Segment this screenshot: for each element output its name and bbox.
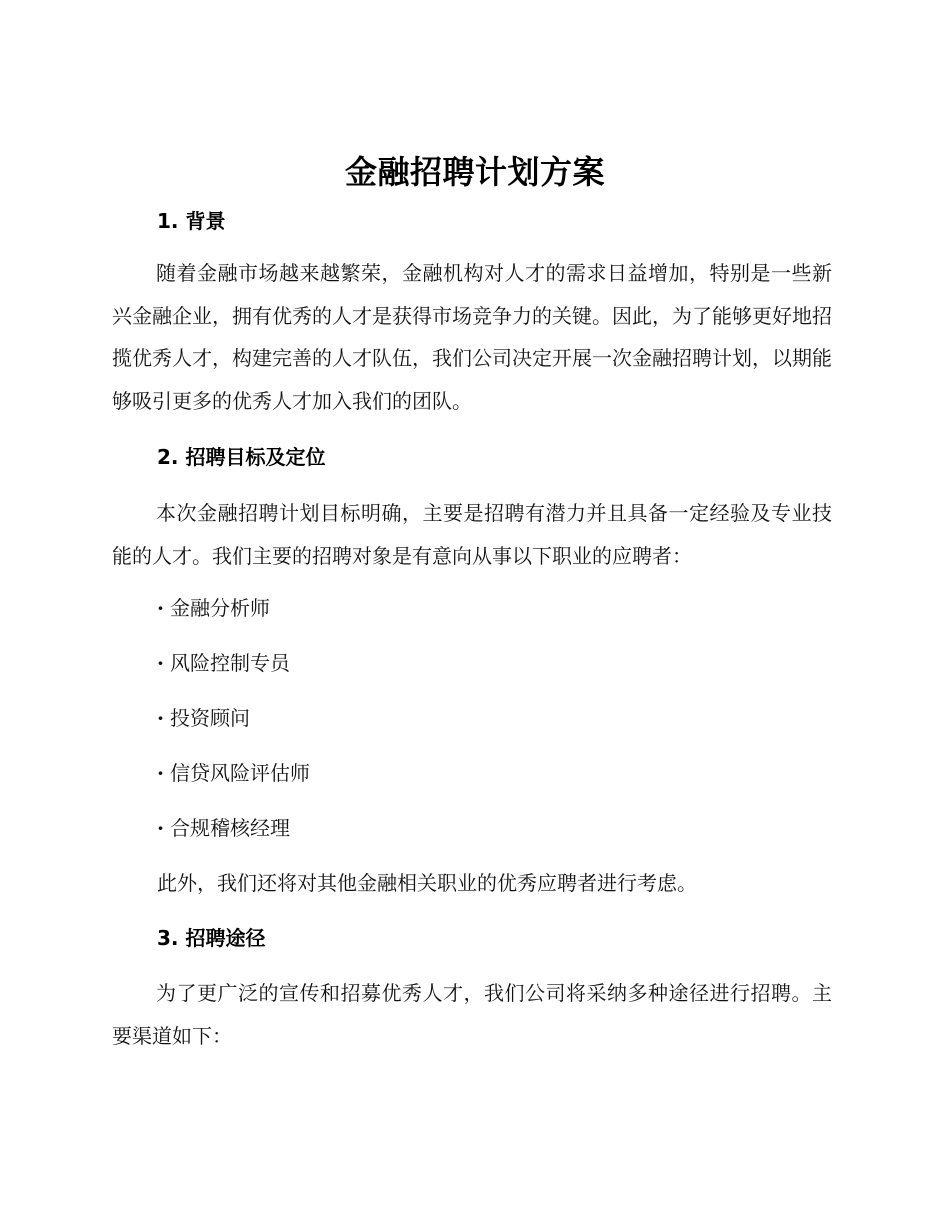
list-item <box>157 704 250 732</box>
section-heading-goals: 2. 招聘目标及定位 <box>157 445 326 469</box>
paragraph-goals: 本次金融招聘计划目标明确，主要是招聘有潜力并且具备一定经验及专业技能的人才。我们主要的招聘对象是有意向从事以下职业的应聘者： <box>112 501 832 568</box>
bullet-icon: · <box>157 651 164 675</box>
list-item <box>157 814 290 842</box>
list-item-text: 投资顾问 <box>169 706 250 730</box>
paragraph-background: 随着金融市场越来越繁荣，金融机构对人才的需求日益增加，特别是一些新兴金融企业，拥有优秀的人才是获得市场竞争力的关键。因此，为了能够更好地招揽优秀人才，构建完善的人才队伍，我们公司决定开展一次金融招聘计划，以期能够吸引更多的优秀人才加入我们的团队。 <box>112 261 832 413</box>
paragraph-channels: 为了更广泛的宣传和招募优秀人才，我们公司将采纳多种途径进行招聘。主要渠道如下： <box>112 981 832 1048</box>
list-item-text: 信贷风险评估师 <box>169 761 310 785</box>
list-item <box>157 649 290 677</box>
bullet-icon: · <box>157 706 164 730</box>
bullet-icon: · <box>157 596 164 620</box>
paragraph-note: 此外，我们还将对其他金融相关职业的优秀应聘者进行考虑。 <box>157 871 697 895</box>
section-heading-channels: 3. 招聘途径 <box>157 926 266 950</box>
list-item-text: 合规稽核经理 <box>169 816 290 840</box>
list-item <box>157 759 310 787</box>
list-item-text: 金融分析师 <box>169 596 270 620</box>
document-title: 金融招聘计划方案 <box>344 153 605 191</box>
list-item <box>157 594 270 622</box>
section-heading-background: 1. 背景 <box>157 209 226 233</box>
bullet-icon: · <box>157 816 164 840</box>
list-item-text: 风险控制专员 <box>169 651 290 675</box>
bullet-icon: · <box>157 761 164 785</box>
